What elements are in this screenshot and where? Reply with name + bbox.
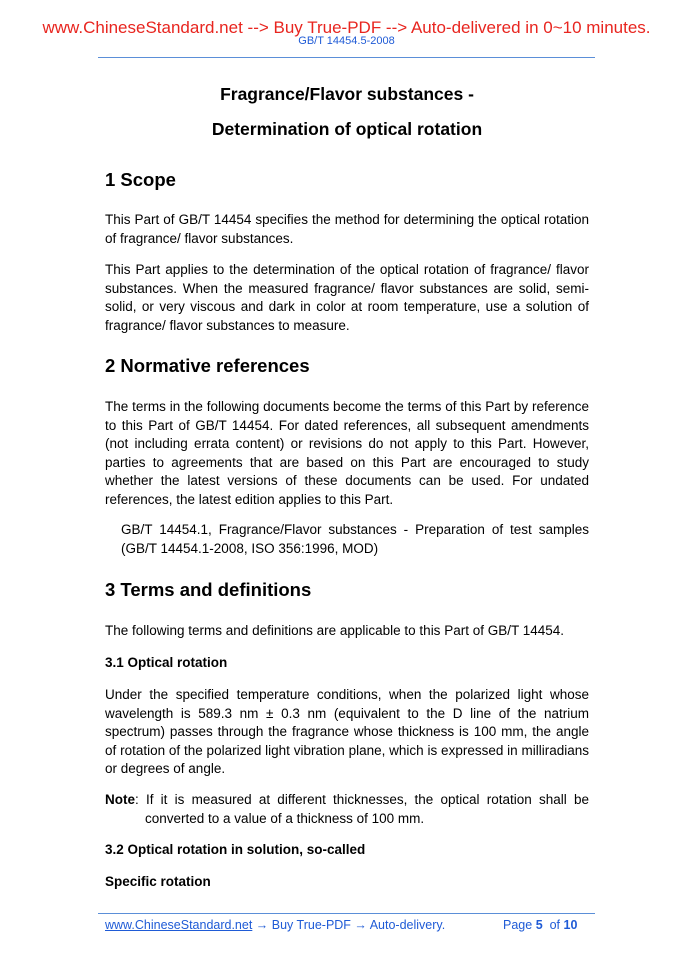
- footer-site-link[interactable]: www.ChineseStandard.net: [105, 918, 253, 932]
- normative-reference-item: GB/T 14454.1, Fragrance/Flavor substances - Preparation of test samples (GB/T 14454.1-2008, ISO 356:1996, MOD): [121, 522, 589, 556]
- scope-paragraph-1: This Part of GB/T 14454 specifies the method for determining the optical rotation of fragrance/ flavor substances.: [105, 212, 589, 246]
- scope-paragraph-2: This Part applies to the determination of the optical rotation of fragrance/ flavor substances. When the measured fragrance/ flavor substances are solid, semi-solid, or very viscous and dark in color at room temperature, use a solution of fragrance/ flavor substances to measure.: [105, 262, 589, 333]
- document-number: GB/T 14454.5-2008: [298, 35, 395, 47]
- page-current: 5: [535, 918, 543, 932]
- page-of-label: of: [549, 918, 561, 932]
- header-divider: [98, 57, 595, 58]
- subsection-heading-specific-rotation: Specific rotation: [105, 874, 211, 889]
- section-heading-scope: 1 Scope: [105, 169, 176, 190]
- terms-intro-paragraph: The following terms and definitions are applicable to this Part of GB/T 14454.: [105, 623, 565, 638]
- note-text: : If it is measured at different thicknesses, the optical rotation shall be converted to a value of a thickness of 100 mm.: [135, 792, 589, 826]
- optical-rotation-definition: Under the specified temperature conditions, when the polarized light whose wavelength is 589.3 nm ± 0.3 nm (equivalent to the D line of the natrium spectrum) passes through the fragrance whose thickness is 100 mm, the angle of rotation of the polarized light vibration plane, which is expressed in milliradians or degrees of angle.: [105, 687, 589, 776]
- footer-divider: [98, 913, 595, 914]
- top-banner: www.ChineseStandard.net --> Buy True-PDF --> Auto-delivered in 0~10 minutes.: [42, 18, 651, 37]
- note-paragraph: [105, 791, 589, 828]
- subsection-heading-optical-rotation-solution: 3.2 Optical rotation in solution, so-called: [105, 842, 366, 857]
- normative-paragraph: The terms in the following documents become the terms of this Part by reference to this Part of GB/T 14454. For dated references, all subsequent amendments (not including errata content) or revisions do not apply to this Part. However, parties to agreements that are based on this Part are encouraged to study whether the latest versions of these documents can be used. For undated references, the latest edition applies to this Part.: [105, 399, 589, 507]
- document-title-line-2: Determination of optical rotation: [211, 119, 483, 139]
- footer-left: [105, 917, 445, 933]
- document-title-line-1: Fragrance/Flavor substances -: [220, 84, 474, 104]
- section-heading-normative-references: 2 Normative references: [105, 355, 310, 376]
- page-label: Page: [503, 918, 533, 932]
- section-heading-terms-definitions: 3 Terms and definitions: [105, 579, 312, 600]
- note-label: Note: [105, 792, 135, 807]
- subsection-heading-optical-rotation: 3.1 Optical rotation: [105, 655, 228, 670]
- page-indicator: [503, 917, 577, 933]
- footer-tagline: → Buy True-PDF → Auto-delivery.: [252, 918, 446, 932]
- page-total: 10: [563, 918, 578, 932]
